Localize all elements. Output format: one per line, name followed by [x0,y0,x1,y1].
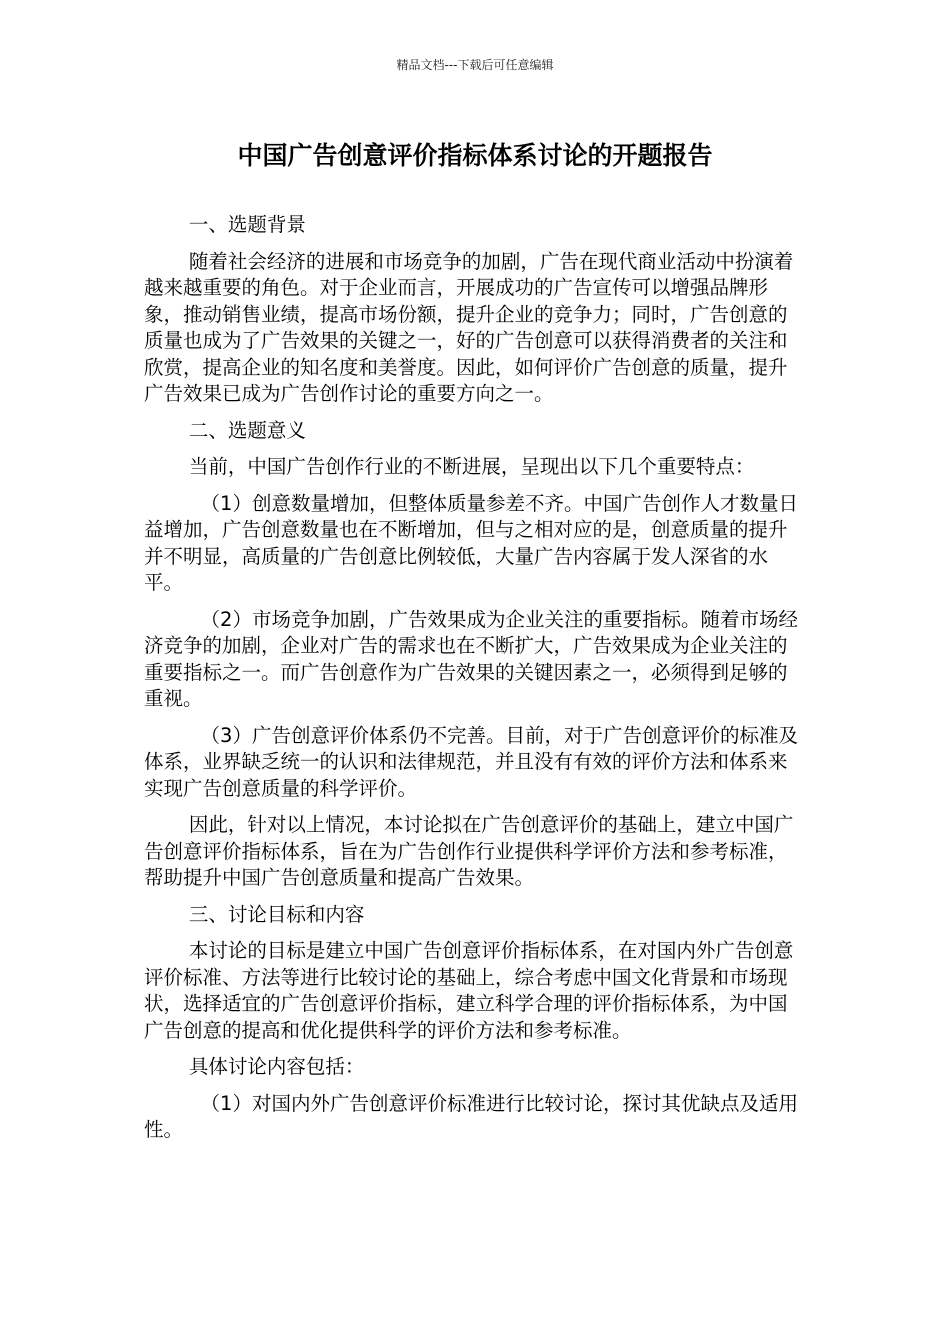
list-item-significance-3: （3）广告创意评价体系仍不完善。目前，对于广告创意评价的标准及体系，业界缺乏统一的认识和法律规范，并且没有有效的评价方法和体系来实现广告创意质量的科学评价。 [144,723,798,800]
list-item-significance-1: （1）创意数量增加，但整体质量参差不齐。中国广告创作人才数量日益增加，广告创意数量也在不断增加，但与之相对应的是，创意质量的提升并不明显，高质量的广告创意比例较低，大量广告内容属于发人深省的水平。 [144,491,798,594]
paragraph-background: 随着社会经济的进展和市场竞争的加剧，广告在现代商业活动中扮演着越来越重要的角色。对于企业而言，开展成功的广告宣传可以增强品牌形象，推动销售业绩，提高市场份额，提升企业的竞争力；同时，广告创意的质量也成为了广告效果的关键之一，好的广告创意可以获得消费者的关注和欣赏，提高企业的知名度和美誉度。因此，如何评价广告创意的质量，提升广告效果已成为广告创作讨论的重要方向之一。 [144,249,794,405]
paragraph-goals: 本讨论的目标是建立中国广告创意评价指标体系，在对国内外广告创意评价标准、方法等进行比较讨论的基础上，综合考虑中国文化背景和市场现状，选择适宜的广告创意评价指标，建立科学合理的评价指标体系，为中国广告创意的提高和优化提供科学的评价方法和参考标准。 [144,939,794,1042]
document-title: 中国广告创意评价指标体系讨论的开题报告 [237,141,713,170]
page-header-watermark: 精品文档---下载后可任意编辑 [396,58,554,72]
paragraph-significance-intro: 当前，中国广告创作行业的不断进展，呈现出以下几个重要特点： [188,455,755,478]
document-body [144,212,806,1154]
list-item-goals-1: （1）对国内外广告创意评价标准进行比较讨论，探讨其优缺点及适用性。 [144,1091,798,1141]
list-item-significance-2: （2）市场竞争加剧，广告效果成为企业关注的重要指标。随着市场经济竞争的加剧，企业对广告的需求也在不断扩大，广告效果成为企业关注的重要指标之一。而广告创意作为广告效果的关键因素之一，必须得到足够的重视。 [144,607,798,710]
section-heading-goals: 三、讨论目标和内容 [188,902,365,926]
section-heading-significance: 二、选题意义 [188,418,306,442]
paragraph-goals-intro: 具体讨论内容包括： [188,1055,365,1078]
paragraph-significance-conclusion: 因此，针对以上情况，本讨论拟在广告创意评价的基础上，建立中国广告创意评价指标体系，旨在为广告创作行业提供科学评价方法和参考标准，帮助提升中国广告创意质量和提高广告效果。 [144,813,794,889]
section-heading-background: 一、选题背景 [188,213,306,236]
